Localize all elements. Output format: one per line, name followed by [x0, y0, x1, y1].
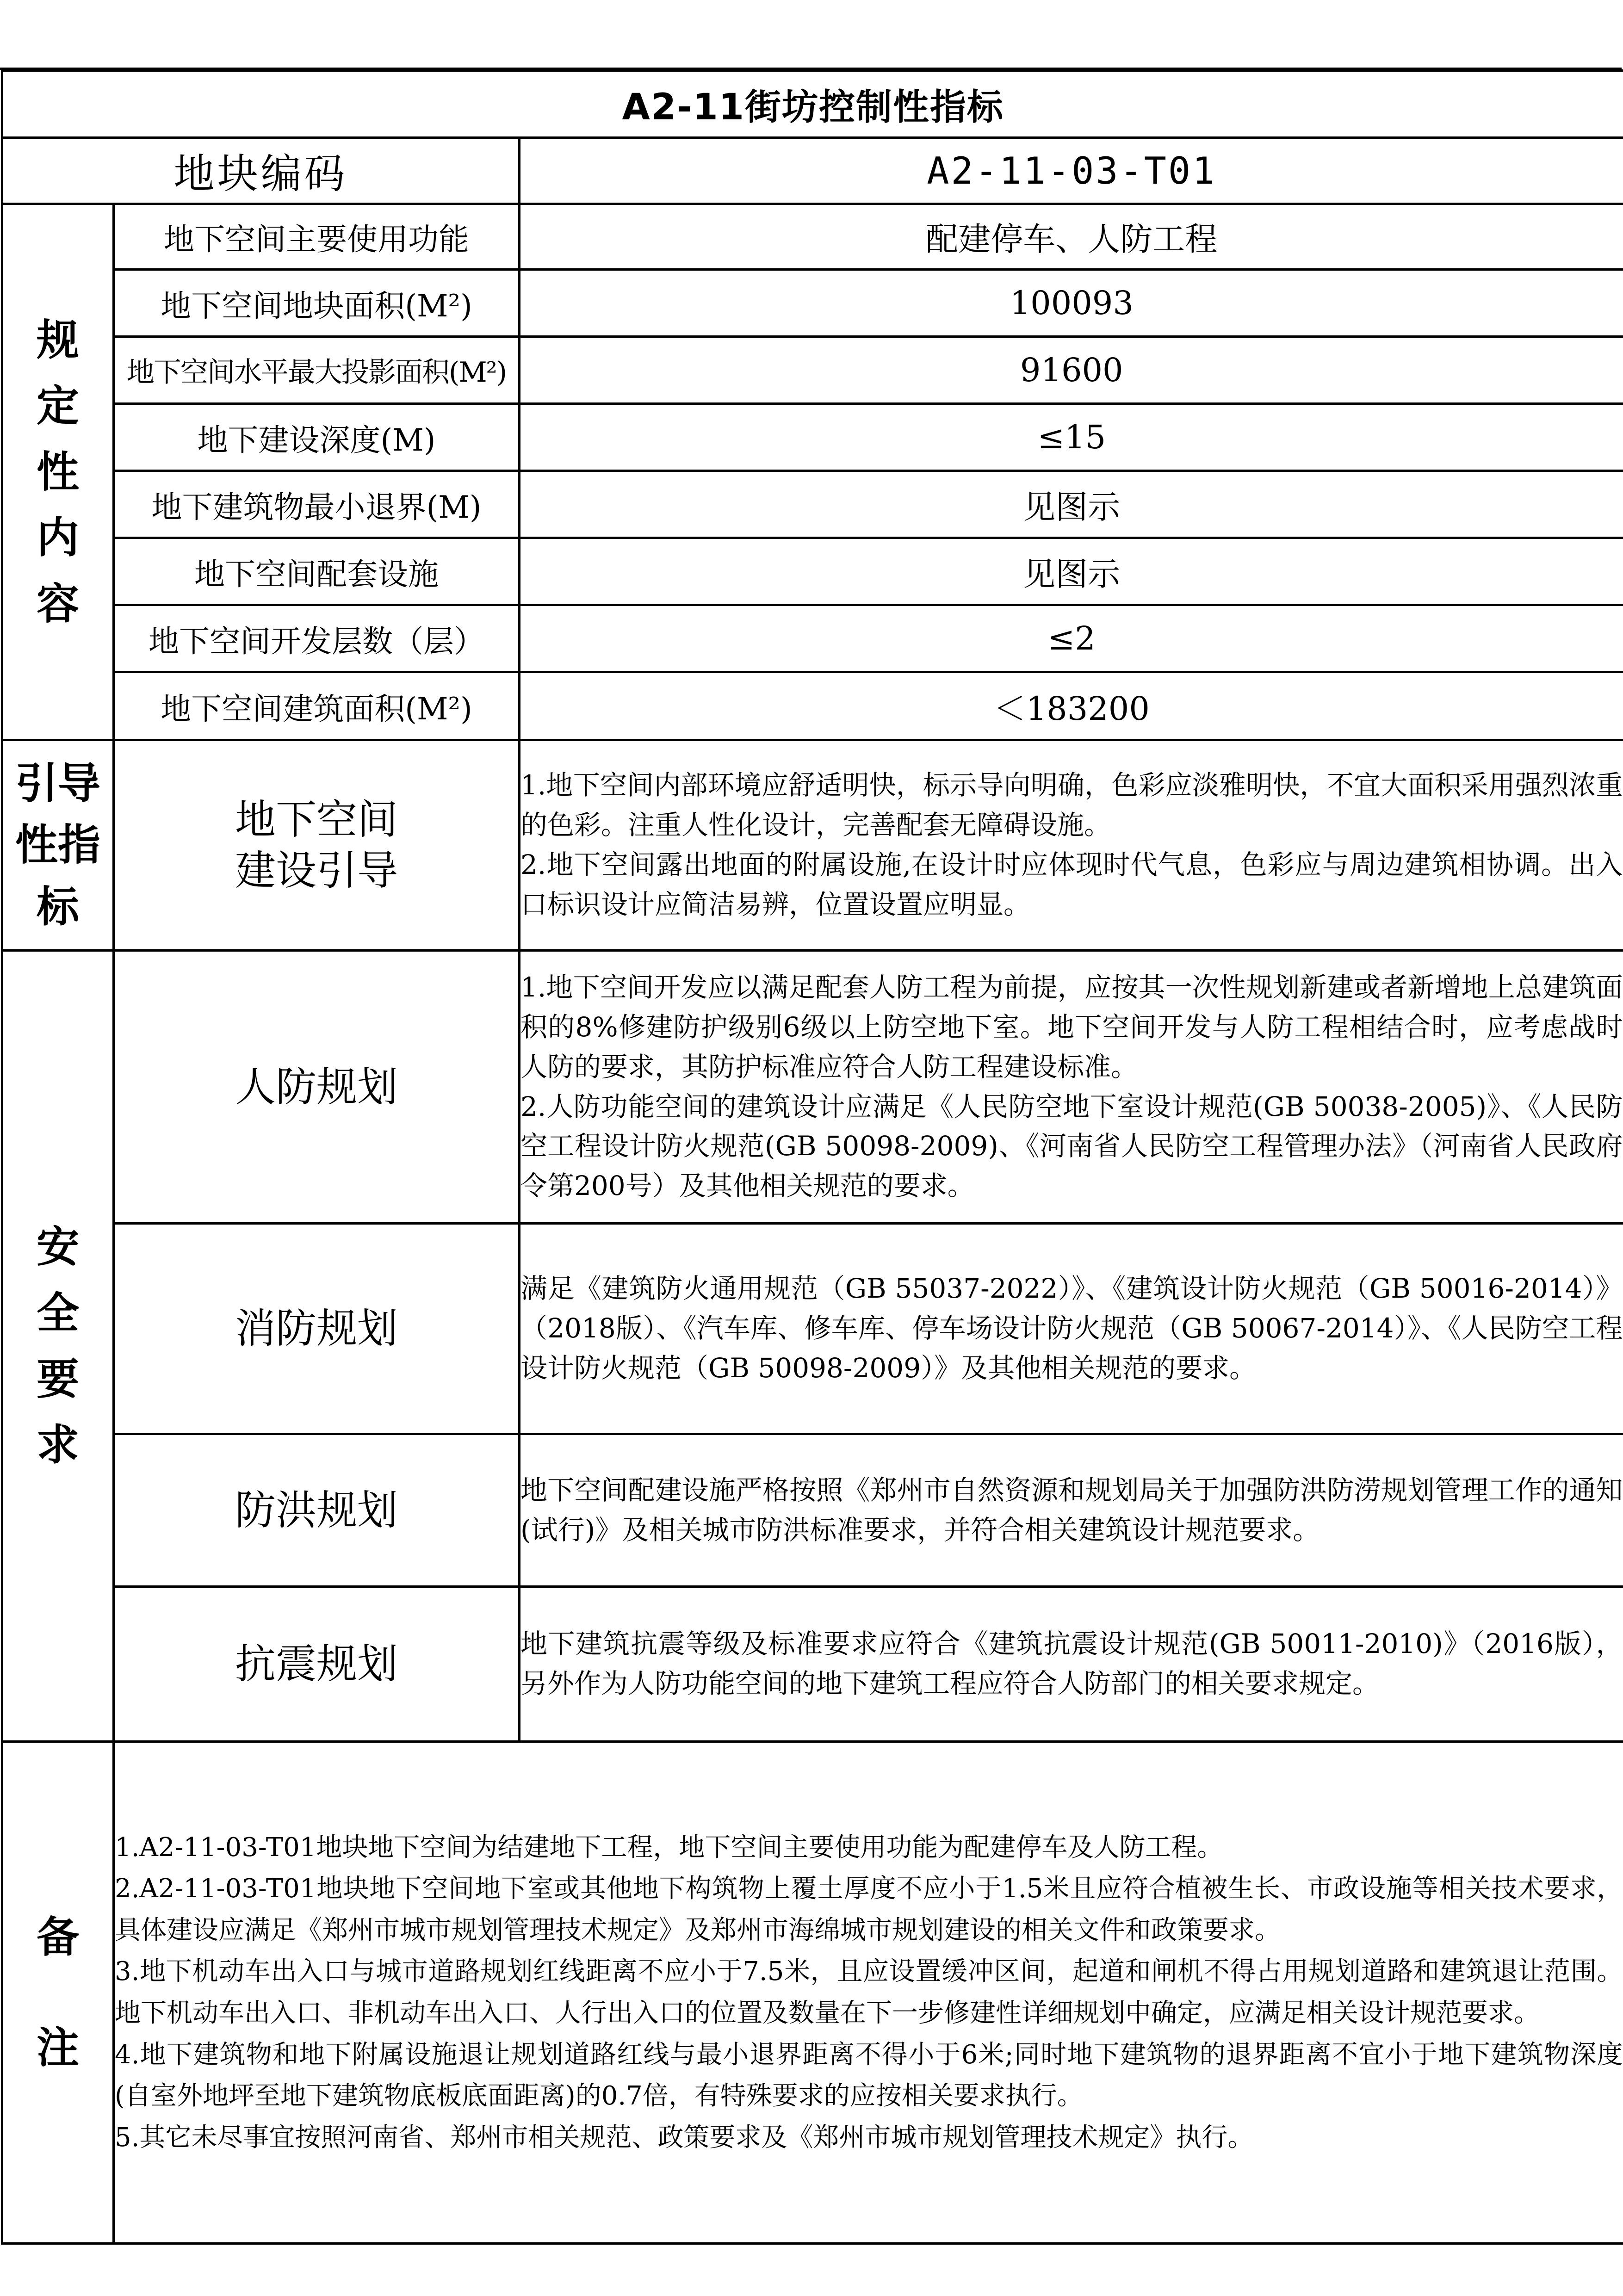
safety-label: 人防规划 [114, 951, 520, 1224]
safety-text [520, 1434, 1623, 1587]
remark-item: 3.地下机动车出入口与城市道路规划红线距离不应小于7.5米，且应设置缓冲区间，起道和闸机不得占用规划道路和建筑退让范围。地下机动车出入口、非机动车出入口、人行出入口的位置及数量在下一步修建性详细规划中确定，应满足相关设计规范要求。 [115, 1956, 1623, 2028]
regulatory-row [2, 672, 1623, 740]
group-char: 定 [36, 381, 79, 431]
remark-item: 5.其它未尽事宜按照河南省、郑州市相关规范、政策要求及《郑州市城市规划管理技术规定》执行。 [115, 2122, 1254, 2153]
regulatory-row [2, 204, 1623, 270]
group-char: 备 [36, 1912, 79, 1962]
regulatory-value: 100093 [520, 270, 1623, 337]
regulatory-label: 地下空间水平最大投影面积(M²) [114, 337, 520, 404]
remarks-text [114, 1742, 1623, 2244]
plot-code-row [2, 138, 1623, 204]
group-char: 要 [36, 1354, 79, 1404]
regulatory-row [2, 337, 1623, 404]
paragraph: 2.地下空间露出地面的附属设施,在设计时应体现时代气息，色彩应与周边建筑相协调。出入口标识设计应简洁易辨，位置设置应明显。 [520, 849, 1623, 920]
regulatory-group-label [2, 204, 114, 740]
plot-code-label: 地块编码 [2, 138, 520, 204]
regulatory-value: 91600 [520, 337, 1623, 404]
remarks-group-label [2, 1742, 114, 2244]
paragraph: 地下空间配建设施严格按照《郑州市自然资源和规划局关于加强防洪防涝规划管理工作的通知(试行)》及相关城市防洪标准要求，并符合相关建筑设计规范要求。 [520, 1474, 1623, 1546]
group-char: 规 [36, 315, 79, 365]
paragraph: 1.地下空间内部环境应舒适明快，标示导向明确，色彩应淡雅明快，不宜大面积采用强烈浓重的色彩。注重人性化设计，完善配套无障碍设施。 [520, 769, 1623, 841]
regulatory-row [2, 270, 1623, 337]
regulatory-label: 地下空间主要使用功能 [114, 204, 520, 270]
group-char: 性指 [15, 820, 100, 870]
guidance-label-line: 地下空间 [235, 796, 398, 843]
group-char: 注 [36, 2023, 79, 2073]
guidance-text [520, 740, 1623, 951]
guidance-row [2, 740, 1623, 951]
remarks-row [2, 1742, 1623, 2244]
safety-text [520, 951, 1623, 1224]
safety-label: 抗震规划 [114, 1587, 520, 1742]
plot-code-value: A2-11-03-T01 [520, 138, 1623, 204]
safety-label: 消防规划 [114, 1224, 520, 1434]
regulatory-label: 地下空间建筑面积(M²) [114, 672, 520, 740]
paragraph: 满足《建筑防火通用规范（GB 55037-2022）》、《建筑设计防火规范（GB 50016-2014）》（2018版）、《汽车库、修车库、停车场设计防火规范（GB 50067-2014）》、《人民防空工程设计防火规范（GB 50098-2009）》及其他相关规范的要求。 [520, 1273, 1623, 1384]
regulatory-label: 地下空间配套设施 [114, 538, 520, 605]
remark-item: 2.A2-11-03-T01地块地下空间地下室或其他地下构筑物上覆土厚度不应小于1.5米且应符合植被生长、市政设施等相关技术要求，具体建设应满足《郑州市城市规划管理技术规定》及郑州市海绵城市规划建设的相关文件和政策要求。 [115, 1874, 1623, 1945]
regulatory-value: 见图示 [520, 471, 1623, 538]
safety-row [2, 951, 1623, 1224]
group-char: 引导 [15, 758, 100, 808]
regulatory-row [2, 471, 1623, 538]
regulatory-value: ≤15 [520, 404, 1623, 471]
regulatory-value: ≤2 [520, 605, 1623, 672]
regulatory-label: 地下空间开发层数（层） [114, 605, 520, 672]
paragraph: 1.地下空间开发应以满足配套人防工程为前提，应按其一次性规划新建或者新增地上总建筑面积的8%修建防护级别6级以上防空地下室。地下空间开发与人防工程相结合时，应考虑战时人防的要求，其防护标准应符合人防工程建设标准。 [520, 972, 1623, 1083]
regulatory-label: 地下建筑物最小退界(M) [114, 471, 520, 538]
table-title: A2-11街坊控制性指标 [2, 71, 1623, 138]
title-row [2, 71, 1623, 138]
safety-row [2, 1224, 1623, 1434]
group-char: 安 [36, 1222, 79, 1272]
group-char: 容 [36, 578, 79, 629]
regulatory-value: 配建停车、人防工程 [520, 204, 1623, 270]
safety-label: 防洪规划 [114, 1434, 520, 1587]
safety-row [2, 1587, 1623, 1742]
regulatory-value: 见图示 [520, 538, 1623, 605]
group-char: 全 [36, 1287, 79, 1338]
remark-item: 1.A2-11-03-T01地块地下空间为结建地下工程，地下空间主要使用功能为配建停车及人防工程。 [115, 1832, 1223, 1863]
guidance-label [114, 740, 520, 951]
safety-text [520, 1224, 1623, 1434]
group-char: 性 [36, 446, 79, 497]
paragraph: 地下建筑抗震等级及标准要求应符合《建筑抗震设计规范(GB 50011-2010)》（2016版），另外作为人防功能空间的地下建筑工程应符合人防部门的相关要求规定。 [520, 1628, 1623, 1699]
remark-item: 4.地下建筑物和地下附属设施退让规划道路红线与最小退界距离不得小于6米;同时地下建筑物的退界距离不宜小于地下建筑物深度(自室外地坪至地下建筑物底板底面距离)的0.7倍，有特殊要求的应按相关要求执行。 [115, 2039, 1623, 2111]
group-char: 内 [36, 513, 79, 563]
regulatory-value: ＜183200 [520, 672, 1623, 740]
regulatory-label: 地下空间地块面积(M²) [114, 270, 520, 337]
group-char: 标 [36, 881, 79, 932]
guidance-group-label [2, 740, 114, 951]
safety-text [520, 1587, 1623, 1742]
group-char: 求 [36, 1420, 79, 1470]
regulatory-row [2, 605, 1623, 672]
regulatory-label: 地下建设深度(M) [114, 404, 520, 471]
safety-row [2, 1434, 1623, 1587]
paragraph: 2.人防功能空间的建筑设计应满足《人民防空地下室设计规范(GB 50038-2005)》、《人民防空工程设计防火规范(GB 50098-2009)、《河南省人民防空工程管理办法》（河南省人民政府令第200号）及其他相关规范的要求。 [520, 1090, 1623, 1202]
regulatory-row [2, 538, 1623, 605]
control-index-table [1, 69, 1623, 2245]
safety-group-label [2, 951, 114, 1742]
regulatory-row [2, 404, 1623, 471]
guidance-label-line: 建设引导 [235, 847, 398, 894]
